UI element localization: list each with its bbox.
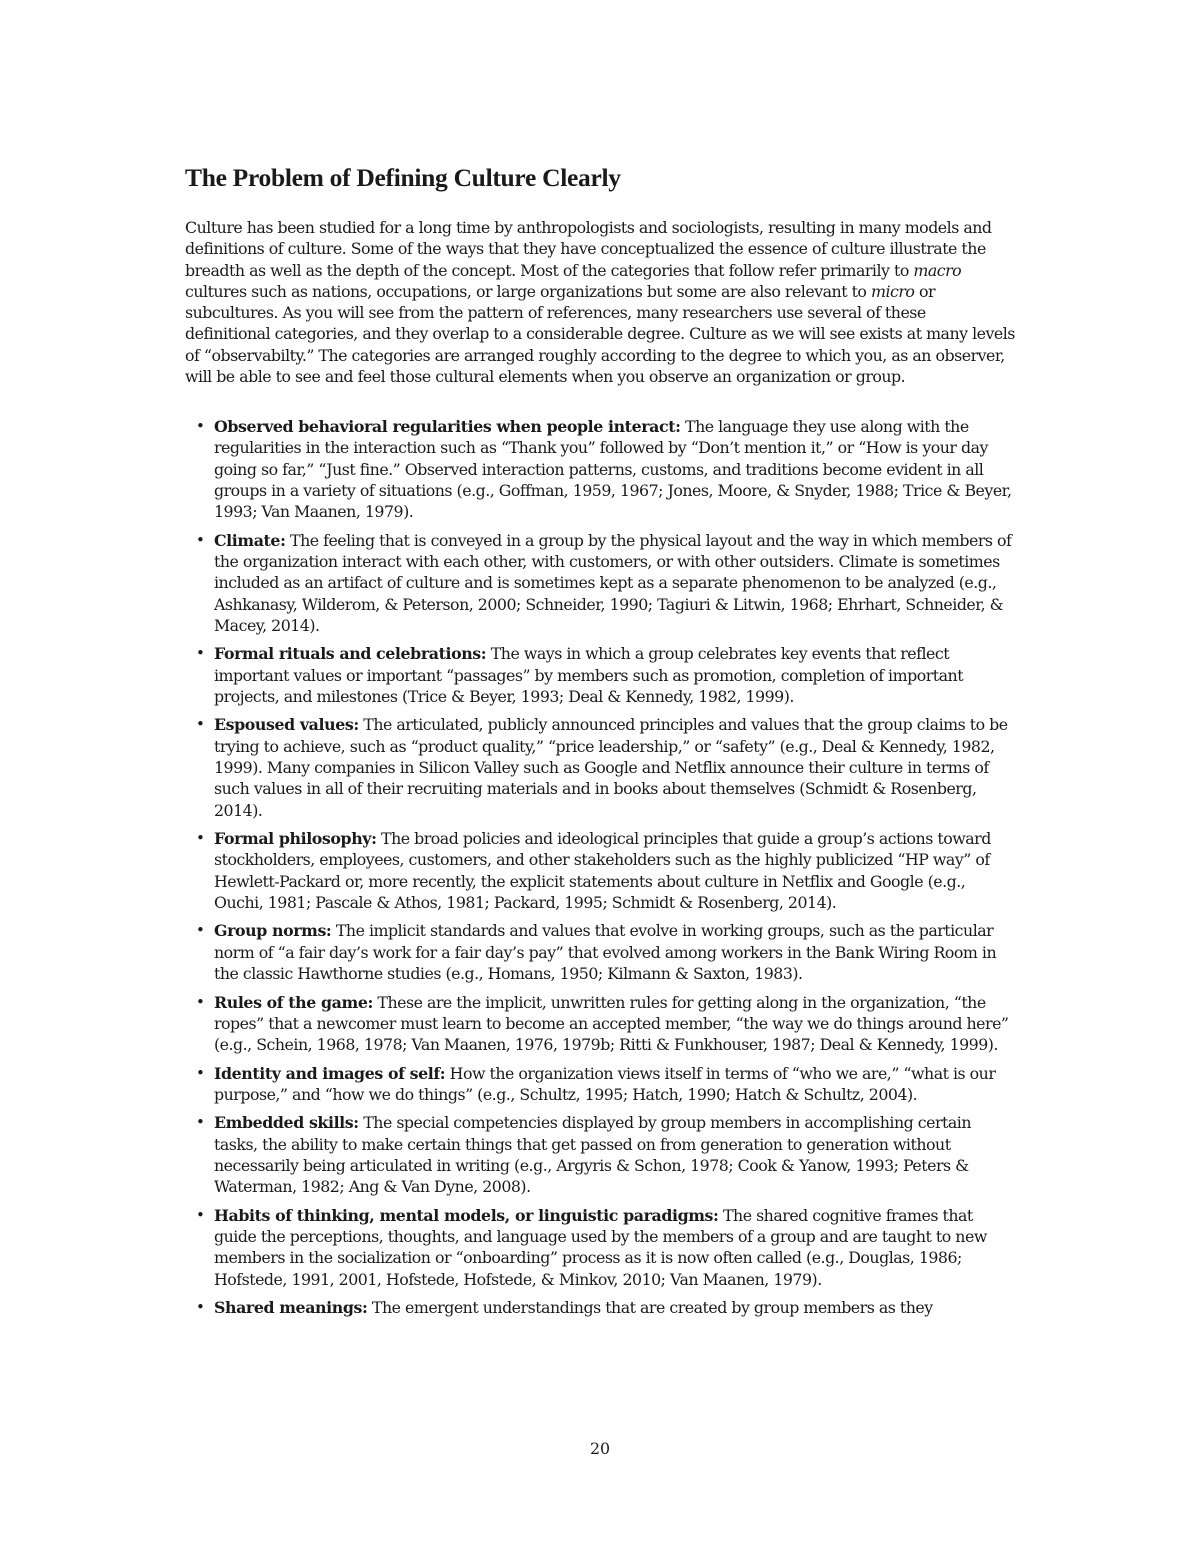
item-text: The special competencies displayed by group members in accomplishing certain tasks, the ability to make certain things that get passed on from generation to generation without necessarily being articulated in writing (e.g., Argyris & Schon, 1978; Cook & Yanow, 1993; Peters & Waterman, 1982; Ang & Van Dyne, 2008). — [214, 1113, 972, 1197]
item-term: Climate: — [214, 530, 286, 550]
item-text: The articulated, publicly announced principles and values that the group claims to be trying to achieve, such as “product quality,” “price leadership,” or “safety” (e.g., Deal & Kennedy, 1982, 1999). Many companies in Silicon Valley such as Google and Netflix announce their culture in terms of such values in all of their recruiting materials and in books about themselves (Schmidt & Rosenberg, 2014). — [214, 715, 1008, 820]
item-term: Formal rituals and celebrations: — [214, 644, 487, 664]
list-item — [185, 1112, 1015, 1197]
intro-emphasis-macro: macro — [913, 260, 962, 280]
list-item — [185, 992, 1015, 1056]
item-term: Rules of the game: — [214, 992, 373, 1012]
item-term: Espoused values: — [214, 715, 359, 735]
list-item — [185, 714, 1015, 820]
list-item — [185, 1297, 1015, 1318]
bullet-icon: • — [196, 715, 205, 734]
bullet-icon: • — [196, 644, 205, 663]
bullet-icon: • — [196, 530, 205, 549]
item-text: The language they use along with the regularities in the interaction such as “Thank you” followed by “Don’t mention it,” or “How is your day going so far,” “Just fine.” Observed interaction patterns, customs, and traditions become evident in all groups in a variety of situations (e.g., Goffman, 1959, 1967; Jones, Moore, & Snyder, 1988; Trice & Beyer, 1993; Van Maanen, 1979). — [214, 417, 1012, 522]
list-item — [185, 1063, 1015, 1106]
item-term: Shared meanings: — [214, 1298, 368, 1318]
page-number: 20 — [589, 1439, 611, 1458]
intro-emphasis-micro: micro — [870, 281, 915, 301]
item-text: The implicit standards and values that evolve in working groups, such as the particular norm of “a fair day’s work for a fair day’s pay” that evolved among workers in the Bank Wiring Room in the classic Hawthorne studies (e.g., Homans, 1950; Kilmann & Saxton, 1983). — [214, 921, 997, 984]
bullet-icon: • — [196, 992, 205, 1011]
item-term: Formal philosophy: — [214, 829, 377, 849]
bullet-icon: • — [196, 1298, 205, 1317]
bullet-icon: • — [196, 1205, 205, 1224]
list-item — [185, 530, 1015, 636]
item-term: Identity and images of self: — [214, 1063, 446, 1083]
bullet-icon: • — [196, 921, 205, 940]
intro-text-3: or subcultures. As you will see from the pattern of references, many researchers use several of these definitional categories, and they overlap to a considerable degree. Culture as we will see exists at many levels of “observabilty.” The categories are arranged roughly according to the degree to which you, as an observer, will be able to see and feel those cultural elements when you observe an organization or group. — [185, 281, 1015, 387]
list-item — [185, 643, 1015, 707]
bullet-icon: • — [196, 1113, 205, 1132]
section-heading: The Problem of Defining Culture Clearly — [185, 163, 621, 192]
item-text: The ways in which a group celebrates key events that reflect important values or important “passages” by members such as promotion, completion of important projects, and milestones (Trice & Beyer, 1993; Deal & Kennedy, 1982, 1999). — [214, 644, 964, 706]
intro-paragraph — [185, 217, 1015, 387]
bullet-icon: • — [196, 417, 205, 435]
intro-text-2: cultures such as nations, occupations, or large organizations but some are also relevant to — [185, 281, 871, 301]
list-item — [185, 828, 1015, 913]
list-item — [185, 1205, 1015, 1290]
item-text: The emergent understandings that are created by group members as they — [367, 1298, 933, 1318]
item-text: The broad policies and ideological principles that guide a group’s actions toward stockholders, employees, customers, and other stakeholders such as the highly publicized “HP way” of Hewlett-Packard or, more recently, the explicit statements about culture in Netflix and Google (e.g., Ouchi, 1981; Pascale & Athos, 1981; Packard, 1995; Schmidt & Rosenberg, 2014). — [214, 829, 991, 912]
item-term: Observed behavioral regularities when people interact: — [214, 417, 681, 436]
bullet-icon: • — [196, 829, 205, 848]
item-text: The feeling that is conveyed in a group by the physical layout and the way in which members of the organization interact with each other, with customers, or with other outsiders. Climate is sometimes included as an artifact of culture and is sometimes kept as a separate phenomenon to be analyzed (e.g., Ashkanasy, Wilderom, & Peterson, 2000; Schneider, 1990; Tagiuri & Litwin, 1968; Ehrhart, Schneider, & Macey, 2014). — [214, 530, 1012, 635]
list-item — [185, 920, 1015, 984]
item-text: How the organization views itself in terms of “who we are,” “what is our purpose,” and “how we do things” (e.g., Schultz, 1995; Hatch, 1990; Hatch & Schultz, 2004). — [214, 1063, 996, 1104]
item-term: Embedded skills: — [214, 1113, 359, 1133]
definition-list — [185, 416, 1015, 1326]
item-text: These are the implicit, unwritten rules for getting along in the organization, “the ropes” that a newcomer must learn to become an accepted member, “the way we do things around here” (e.g., Schein, 1968, 1978; Van Maanen, 1976, 1979b; Ritti & Funkhouser, 1987; Deal & Kennedy, 1999). — [214, 992, 1009, 1055]
item-term: Habits of thinking, mental models, or linguistic paradigms: — [214, 1205, 719, 1225]
bullet-icon: • — [196, 1063, 205, 1082]
item-term: Group norms: — [214, 921, 332, 941]
intro-text-1: Culture has been studied for a long time by anthropologists and sociologists, resulting in many models and definitions of culture. Some of the ways that they have conceptualized the essence of culture illustrate the breadth as well as the depth of the concept. Most of the categories that follow refer primarily to — [185, 218, 992, 280]
list-item — [185, 416, 1015, 522]
item-text: The shared cognitive frames that guide the perceptions, thoughts, and language used by the members of a group and are taught to new members in the socialization or “onboarding” process as it is now often called (e.g., Douglas, 1986; Hofstede, 1991, 2001, Hofstede, Hofstede, & Minkov, 2010; Van Maanen, 1979). — [214, 1205, 987, 1289]
